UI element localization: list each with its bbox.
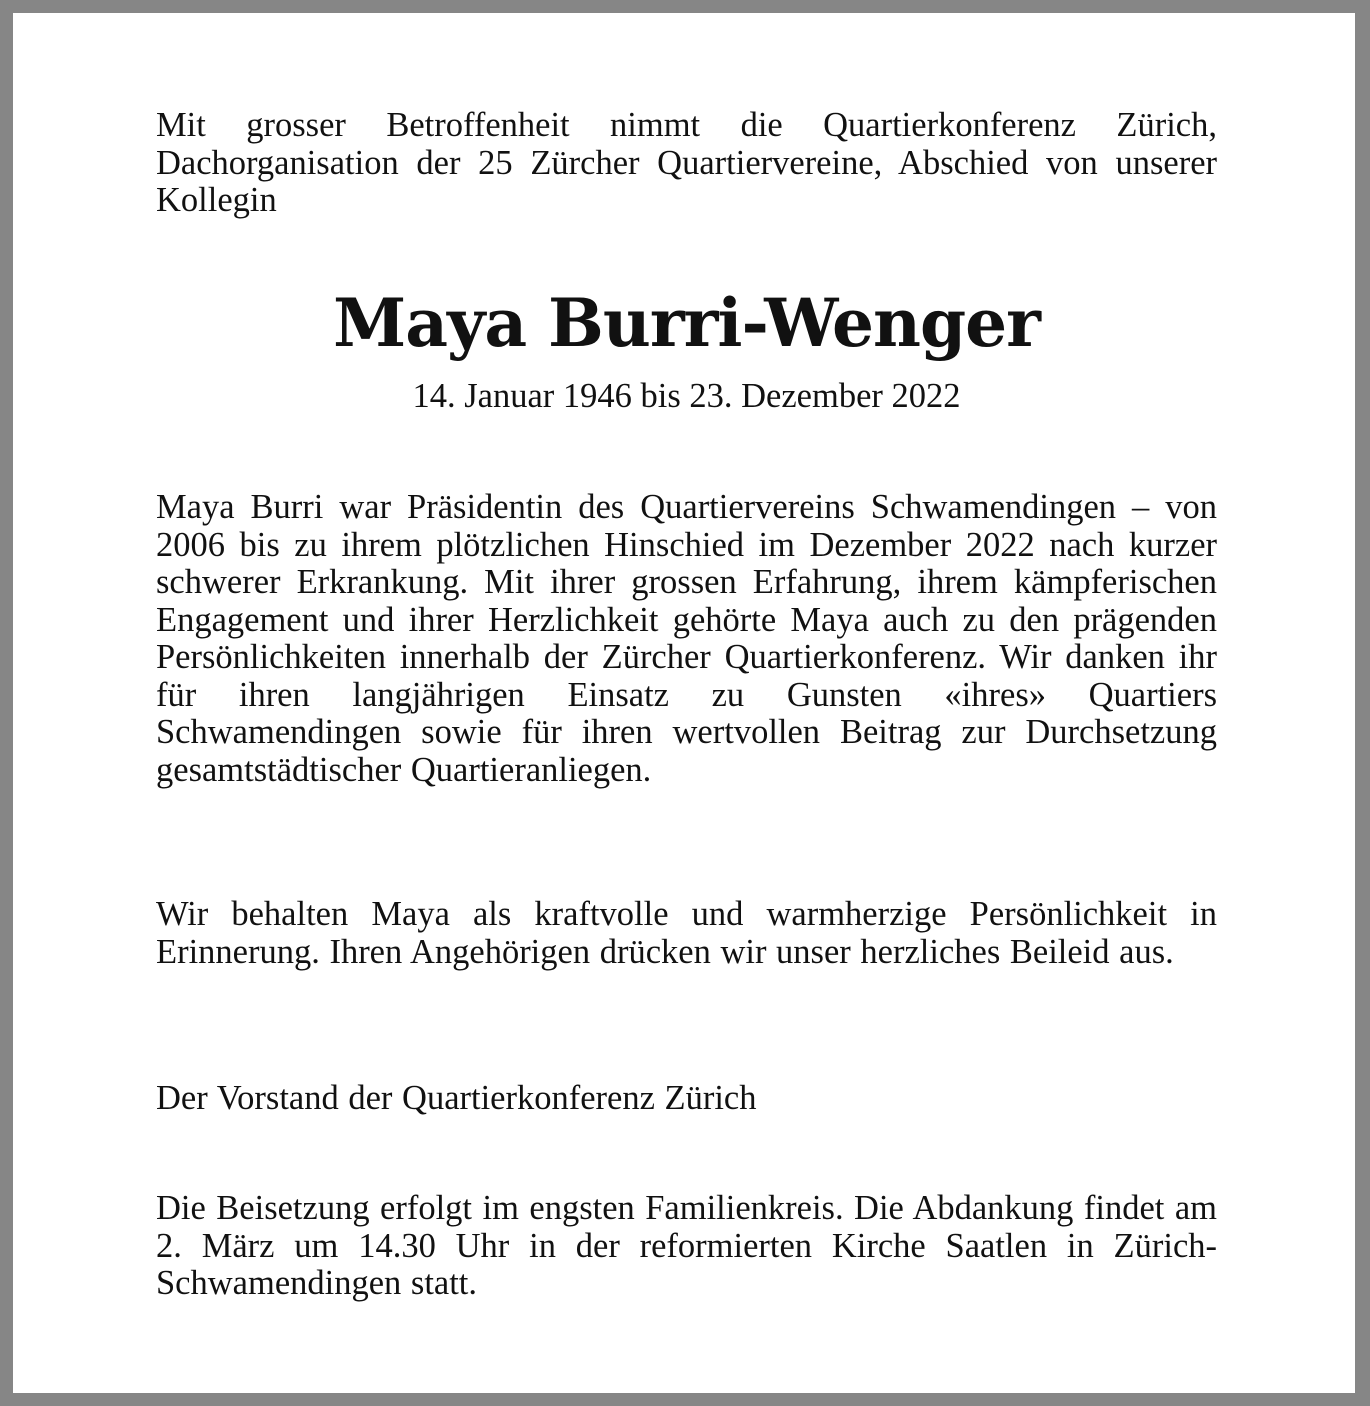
intro-paragraph: Mit grosser Betroffenheit nimmt die Quartierkonferenz Zürich, Dachorganisation der 25 Zürcher Quartiervereine, Abschied von unserer Kollegin <box>156 106 1217 219</box>
tribute-paragraph: Maya Burri war Präsidentin des Quartiervereins Schwamendingen – von 2006 bis zu ihrem plötzlichen Hinschied im Dezember 2022 nach kurzer schwerer Erkrankung. Mit ihrer grossen Erfahrung, ihrem kämpferischen Engagement und ihrer Herzlichkeit gehörte Maya auch zu den prägenden Persönlichkeiten innerhalb der Zürcher Quartierkonferenz. Wir danken ihr für ihren langjährigen Einsatz zu Gunsten «ihres» Quartiers Schwamendingen sowie für ihren wertvollen Beitrag zur Durchsetzung gesamtstädtischer Quartieranliegen. <box>156 488 1217 789</box>
deceased-name: Maya Burri-Wenger <box>333 284 1040 362</box>
document-page <box>13 13 1355 1393</box>
remembrance-paragraph: Wir behalten Maya als kraftvolle und warmherzige Persönlichkeit in Erinnerung. Ihren Angehörigen drücken wir unser herzliches Beileid aus. <box>156 895 1217 971</box>
life-dates: 14. Januar 1946 bis 23. Dezember 2022 <box>412 377 961 415</box>
funeral-paragraph: Die Beisetzung erfolgt im engsten Familienkreis. Die Abdankung findet am 2. März um 14.30 Uhr in der reformierten Kirche Saatlen in Zürich-Schwamendingen statt. <box>156 1189 1217 1302</box>
signature-line: Der Vorstand der Quartierkonferenz Zürich <box>156 1079 757 1117</box>
